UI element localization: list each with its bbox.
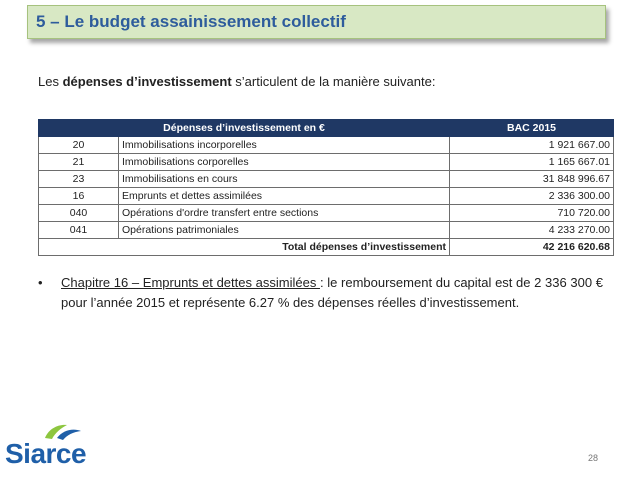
- title-banner: [27, 5, 606, 39]
- bullet-body: : le remboursement du capital est de 2 336 300 € pour l’année 2015 et représente 6.27 % des dépenses réelles d’investissement.: [61, 275, 603, 310]
- page-number: 28: [588, 453, 599, 463]
- row-amount: 4 233 270.00: [450, 222, 614, 239]
- table-header-row: [39, 120, 614, 137]
- table-row: [39, 188, 614, 205]
- row-label: Immobilisations corporelles: [119, 154, 450, 171]
- row-code: 21: [39, 154, 119, 171]
- table-row: [39, 137, 614, 154]
- logo-text: Siarce: [5, 438, 87, 469]
- table-row: [39, 205, 614, 222]
- row-label: Immobilisations en cours: [119, 171, 450, 188]
- row-amount: 1 165 667.01: [450, 154, 614, 171]
- total-amount: 42 216 620.68: [450, 239, 614, 256]
- row-amount: 710 720.00: [450, 205, 614, 222]
- row-label: Emprunts et dettes assimilées: [119, 188, 450, 205]
- table-row: [39, 222, 614, 239]
- bullet-paragraph: [38, 273, 603, 313]
- row-label: Immobilisations incorporelles: [119, 137, 450, 154]
- row-code: 040: [39, 205, 119, 222]
- row-amount: 1 921 667.00: [450, 137, 614, 154]
- row-label: Opérations d'ordre transfert entre sections: [119, 205, 450, 222]
- bullet-text: [61, 273, 603, 313]
- header-value: BAC 2015: [450, 120, 614, 137]
- intro-suffix: s’articulent de la manière suivante:: [231, 74, 436, 89]
- siarce-logo: [5, 422, 115, 474]
- bullet-underlined: Chapitre 16 – Emprunts et dettes assimilées: [61, 275, 320, 290]
- row-code: 041: [39, 222, 119, 239]
- row-amount: 31 848 996.67: [450, 171, 614, 188]
- row-code: 23: [39, 171, 119, 188]
- row-amount: 2 336 300.00: [450, 188, 614, 205]
- intro-prefix: Les: [38, 74, 63, 89]
- intro-paragraph: [38, 74, 435, 89]
- page-title: 5 – Le budget assainissement collectif: [36, 12, 346, 31]
- header-label: Dépenses d’investissement en €: [39, 120, 450, 137]
- bullet-marker: •: [38, 275, 43, 290]
- table-total-row: [39, 239, 614, 256]
- row-label: Opérations patrimoniales: [119, 222, 450, 239]
- investment-table: [38, 119, 614, 256]
- total-label: Total dépenses d’investissement: [39, 239, 450, 256]
- intro-bold: dépenses d’investissement: [62, 74, 232, 89]
- table-row: [39, 154, 614, 171]
- row-code: 20: [39, 137, 119, 154]
- table-row: [39, 171, 614, 188]
- row-code: 16: [39, 188, 119, 205]
